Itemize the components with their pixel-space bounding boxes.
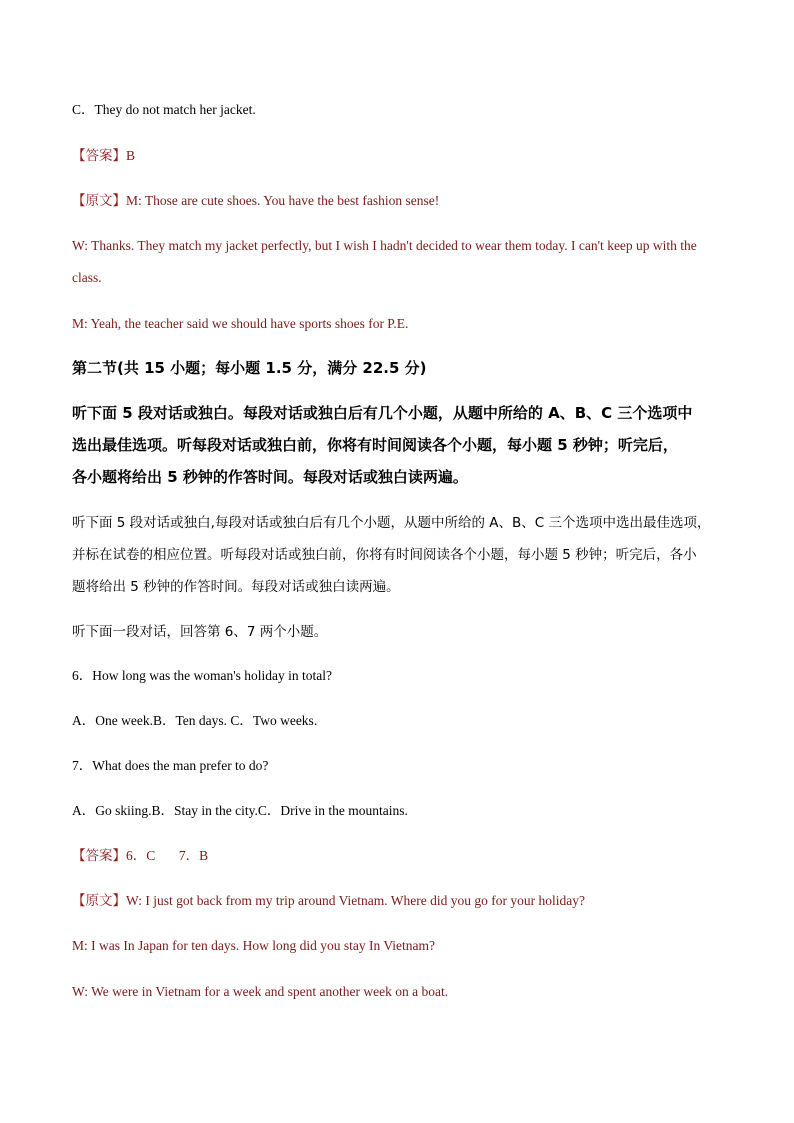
- instructions-1: 听下面 5 段对话或独白,每段对话或独白后有几个小题，从题中所给的 A、B、C 三个选项中选出最佳选项，: [72, 515, 711, 531]
- question-6: 6．How long was the woman's holiday in total?: [72, 668, 333, 683]
- dialogue-intro: 听下面一段对话，回答第 6、7 两个小题。: [72, 624, 328, 640]
- question-7-options: A．Go skiing.B．Stay in the city.C．Drive in the mountains.: [72, 803, 408, 818]
- instructions-2: 并标在试卷的相应位置。听每段对话或独白前，你将有时间阅读各个小题，每小题 5 秒钟；听完后，各小: [72, 547, 697, 563]
- answer-label: 【答案】: [72, 848, 126, 864]
- transcript-text: M: Those are cute shoes. You have the best fashion sense!: [126, 193, 440, 208]
- transcript-line-6: W: We were in Vietnam for a week and spent another week on a boat.: [72, 984, 449, 999]
- section-heading: 第二节(共 15 小题；每小题 1.5 分，满分 22.5 分): [72, 359, 427, 377]
- transcript-text: W: I just got back from my trip around Vietnam. Where did you go for your holiday?: [126, 893, 585, 908]
- transcript-line-3: M: Yeah, the teacher said we should have sports shoes for P.E.: [72, 316, 409, 331]
- answer-value: 6．C 7．B: [126, 848, 209, 863]
- transcript-label: 【原文】: [72, 893, 126, 909]
- transcript-line-5: M: I was In Japan for ten days. How long did you stay In Vietnam?: [72, 938, 435, 953]
- instructions-bold-3: 各小题将给出 5 秒钟的作答时间。每段对话或独白读两遍。: [72, 468, 468, 486]
- answer-line-2: [72, 840, 724, 872]
- question-6-options: A．One week.B．Ten days. C．Two weeks.: [72, 713, 318, 728]
- answer-label: 【答案】: [72, 148, 126, 164]
- option-c-text: C．They do not match her jacket.: [72, 102, 256, 117]
- transcript-line-1: [72, 185, 724, 217]
- instructions-bold-2: 选出最佳选项。听每段对话或独白前，你将有时间阅读各个小题，每小题 5 秒钟；听完后，: [72, 436, 678, 454]
- transcript-label: 【原文】: [72, 193, 126, 209]
- question-7: 7．What does the man prefer to do?: [72, 758, 269, 773]
- instructions-3: 题将给出 5 秒钟的作答时间。每段对话或独白读两遍。: [72, 579, 400, 595]
- instructions-bold-1: 听下面 5 段对话或独白。每段对话或独白后有几个小题，从题中所给的 A、B、C 三个选项中: [72, 404, 693, 422]
- answer-line-1: [72, 140, 724, 172]
- transcript-line-2-cont: class.: [72, 270, 102, 285]
- transcript-line-4: [72, 885, 724, 917]
- answer-value: B: [126, 148, 136, 163]
- transcript-line-2: W: Thanks. They match my jacket perfectly, but I wish I hadn't decided to wear them today. I can't keep up with the: [72, 238, 697, 253]
